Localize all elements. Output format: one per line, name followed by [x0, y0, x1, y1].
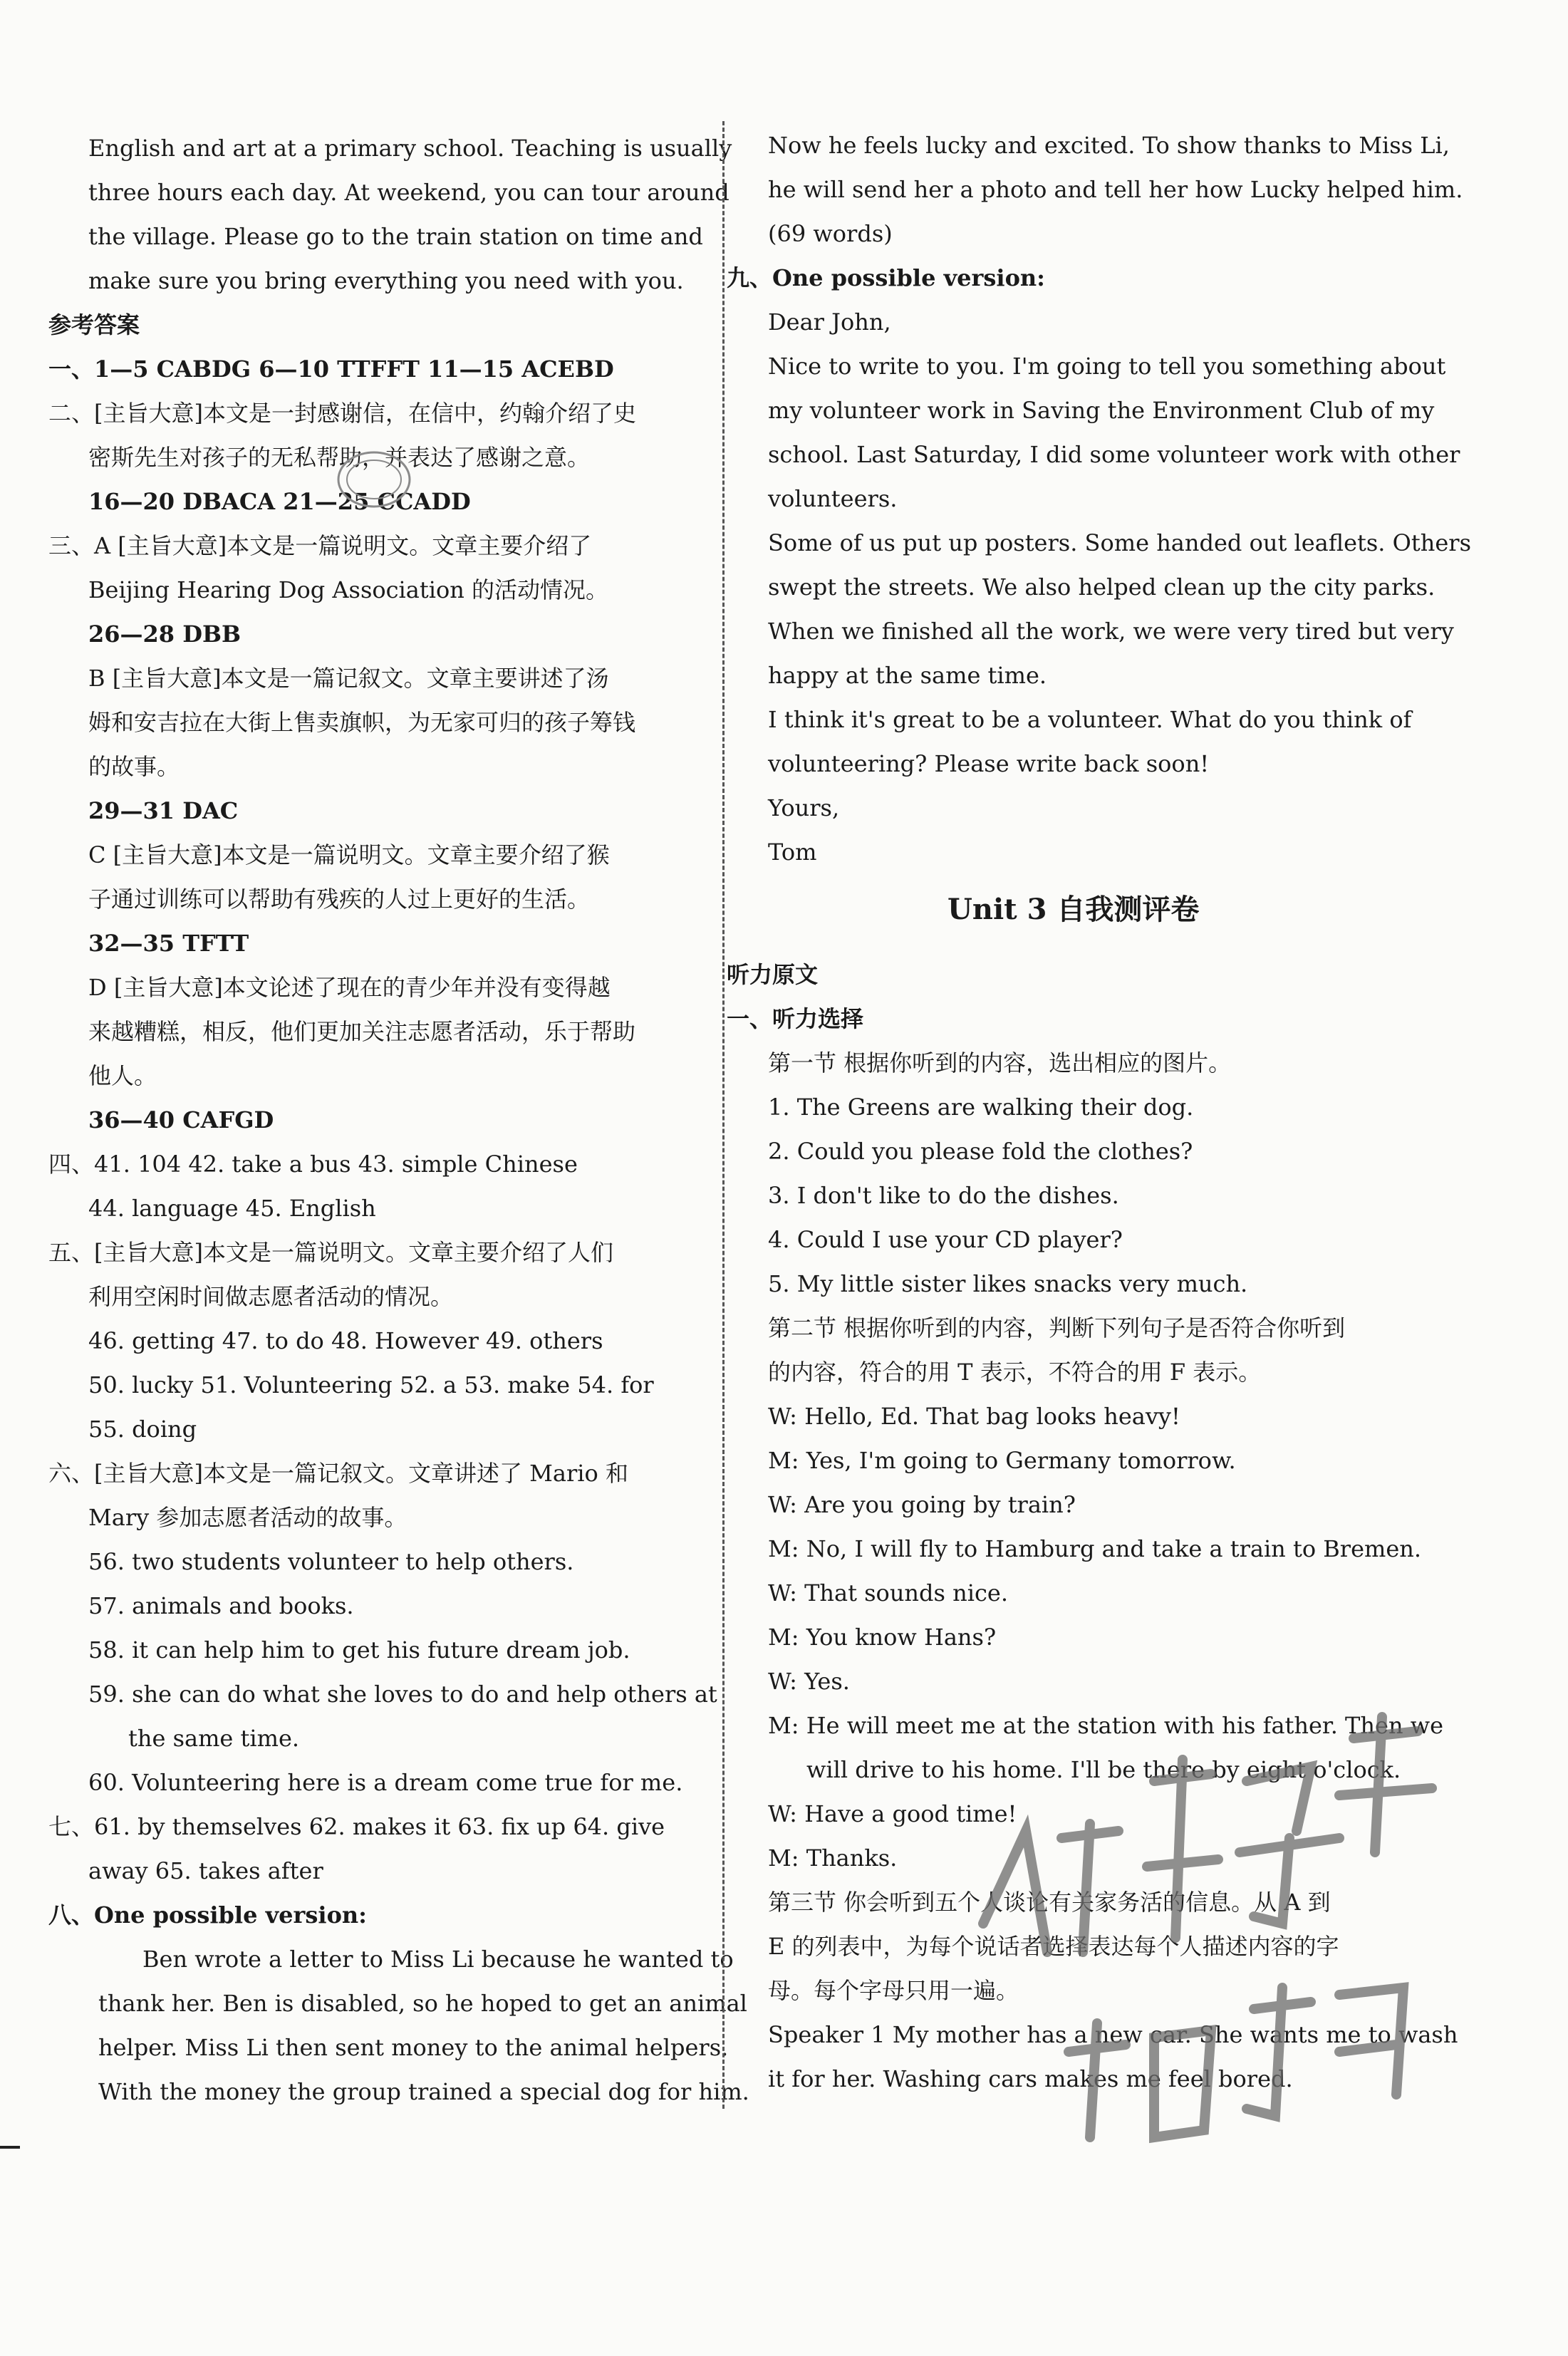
answer-line: 56. two students volunteer to help others.	[88, 1548, 574, 1575]
margin-mark	[0, 2146, 20, 2149]
section-heading: 听力原文	[727, 961, 819, 988]
text-line: 第二节 根据你听到的内容，判断下列句子是否符合你听到	[768, 1314, 1346, 1342]
answer-line: 七、61. by themselves 62. makes it 63. fix up 64. give	[48, 1813, 665, 1840]
text-line: C [主旨大意]本文是一篇说明文。文章主要介绍了猴	[88, 841, 610, 868]
text-line: 4. Could I use your CD player?	[768, 1226, 1123, 1253]
answer-line: 50. lucky 51. Volunteering 52. a 53. make 54. for	[88, 1371, 654, 1398]
text-line: swept the streets. We also helped clean up the city parks.	[768, 574, 1435, 601]
text-line: 利用空闲时间做志愿者活动的情况。	[88, 1283, 454, 1310]
dialogue-line: W: Hello, Ed. That bag looks heavy!	[768, 1403, 1180, 1430]
right-column	[727, 0, 1568, 2356]
text-line: 六、[主旨大意]本文是一篇记叙文。文章讲述了 Mario 和	[48, 1460, 628, 1487]
answer-line: 四、41. 104 42. take a bus 43. simple Chinese	[48, 1151, 578, 1178]
text-line: Some of us put up posters. Some handed out leaflets. Others	[768, 529, 1471, 556]
text-line: B [主旨大意]本文是一篇记叙文。文章主要讲述了汤	[88, 665, 609, 692]
text-line: Dear John,	[768, 308, 891, 336]
text-line: thank her. Ben is disabled, so he hoped to get an animal	[98, 1990, 747, 2017]
answer-line: 46. getting 47. to do 48. However 49. others	[88, 1327, 603, 1354]
answer-line: 36—40 CAFGD	[88, 1106, 274, 1133]
text-line: Now he feels lucky and excited. To show thanks to Miss Li,	[768, 132, 1450, 159]
dialogue-line: will drive to his home. I'll be there by eight o'clock.	[806, 1756, 1401, 1783]
answer-line: away 65. takes after	[88, 1857, 323, 1884]
text-line: D [主旨大意]本文论述了现在的青少年并没有变得越	[88, 974, 611, 1001]
dialogue-line: M: Yes, I'm going to Germany tomorrow.	[768, 1447, 1236, 1474]
text-line: 的内容，符合的用 T 表示，不符合的用 F 表示。	[768, 1359, 1262, 1386]
unit-title: Unit 3 自我测评卷	[947, 893, 1200, 926]
text-line: Speaker 1 My mother has a new car. She wants me to wash	[768, 2021, 1458, 2048]
answer-line: 26—28 DBB	[88, 621, 242, 648]
seal-stamp	[335, 447, 413, 512]
text-line: volunteering? Please write back soon!	[768, 750, 1210, 777]
text-line: 子通过训练可以帮助有残疾的人过上更好的生活。	[88, 886, 591, 913]
dialogue-line: W: Yes.	[768, 1668, 850, 1695]
section-heading: 一、听力选择	[727, 1005, 864, 1032]
answer-line: 44. language 45. English	[88, 1195, 376, 1222]
watermark-label: 优+学案 课时通	[940, 1653, 946, 1654]
text-line: helper. Miss Li then sent money to the animal helpers.	[98, 2034, 729, 2061]
text-line: school. Last Saturday, I did some volunteer work with other	[768, 441, 1460, 468]
text-line: Yours,	[768, 794, 840, 821]
text-line: make sure you bring everything you need with you.	[88, 267, 684, 294]
text-line: Mary 参加志愿者活动的故事。	[88, 1504, 407, 1531]
left-column	[0, 0, 749, 2356]
text-line: With the money the group trained a special dog for him.	[98, 2078, 749, 2105]
text-line: three hours each day. At weekend, you can tour around	[88, 179, 730, 206]
text-line: 母。每个字母只用一遍。	[768, 1977, 1019, 2004]
text-line: 来越糟糕，相反，他们更加关注志愿者活动，乐于帮助	[88, 1018, 636, 1045]
text-line: 姆和安吉拉在大街上售卖旗帜，为无家可归的孩子筹钱	[88, 709, 636, 736]
text-line: 三、A [主旨大意]本文是一篇说明文。文章主要介绍了	[48, 532, 592, 559]
text-line: Tom	[768, 839, 817, 866]
answer-line: 一、1—5 CABDG 6—10 TTFFT 11—15 ACEBD	[48, 356, 614, 383]
dialogue-line: W: Are you going by train?	[768, 1491, 1076, 1518]
text-line: the village. Please go to the train station on time and	[88, 223, 703, 250]
section-heading: 八、One possible version:	[48, 1901, 367, 1929]
text-line: 2. Could you please fold the clothes?	[768, 1138, 1193, 1165]
dialogue-line: W: Have a good time!	[768, 1800, 1017, 1827]
text-line: Nice to write to you. I'm going to tell you something about	[768, 353, 1446, 380]
answer-line: 29—31 DAC	[88, 797, 239, 824]
text-line: happy at the same time.	[768, 662, 1047, 689]
text-line: 1. The Greens are walking their dog.	[768, 1094, 1194, 1121]
column-divider	[722, 121, 725, 2109]
answer-line: 59. she can do what she loves to do and help others at	[88, 1681, 717, 1708]
answer-line: the same time.	[128, 1725, 300, 1752]
text-line: 五、[主旨大意]本文是一篇说明文。文章主要介绍了人们	[48, 1239, 613, 1266]
answer-line: 16—20 DBACA 21—25 CCADD	[88, 488, 471, 515]
dialogue-line: M: You know Hans?	[768, 1624, 997, 1651]
text-line: 3. I don't like to do the dishes.	[768, 1182, 1119, 1209]
answer-line: 57. animals and books.	[88, 1592, 354, 1619]
dialogue-line: M: No, I will fly to Hamburg and take a train to Bremen.	[768, 1535, 1422, 1562]
text-line: 第一节 根据你听到的内容，选出相应的图片。	[768, 1049, 1232, 1076]
answer-line: 32—35 TFTT	[88, 930, 249, 957]
text-line: 密斯先生对孩子的无私帮助，并表达了感谢之意。	[88, 444, 591, 471]
dialogue-line: M: Thanks.	[768, 1844, 898, 1872]
text-line: (69 words)	[768, 220, 893, 247]
text-line: English and art at a primary school. Teaching is usually	[88, 135, 732, 162]
text-line: I think it's great to be a volunteer. What do you think of	[768, 706, 1412, 733]
answer-line: 58. it can help him to get his future dream job.	[88, 1636, 630, 1664]
answer-line: 60. Volunteering here is a dream come true for me.	[88, 1769, 683, 1796]
text-line: volunteers.	[768, 485, 898, 512]
text-line: E 的列表中，为每个说话者选择表达每个人描述内容的字	[768, 1933, 1339, 1960]
text-line: 的故事。	[88, 753, 180, 780]
text-line: Beijing Hearing Dog Association 的活动情况。	[88, 576, 609, 603]
text-line: 他人。	[88, 1062, 157, 1089]
text-line: Ben wrote a letter to Miss Li because he wanted to	[142, 1946, 734, 1973]
text-line: it for her. Washing cars makes me feel bored.	[768, 2065, 1293, 2092]
text-line: 5. My little sister likes snacks very much.	[768, 1270, 1248, 1297]
dialogue-line: M: He will meet me at the station with his father. Then we	[768, 1712, 1444, 1739]
text-line: 二、[主旨大意]本文是一封感谢信，在信中，约翰介绍了史	[48, 400, 636, 427]
section-heading: 参考答案	[48, 311, 140, 338]
section-heading: 九、One possible version:	[727, 264, 1045, 291]
text-line: my volunteer work in Saving the Environment Club of my	[768, 397, 1435, 424]
dialogue-line: W: That sounds nice.	[768, 1579, 1008, 1607]
text-line: he will send her a photo and tell her how Lucky helped him.	[768, 176, 1463, 203]
answer-line: 55. doing	[88, 1416, 197, 1443]
text-line: 第三节 你会听到五个人谈论有关家务活的信息。从 A 到	[768, 1889, 1331, 1916]
text-line: When we finished all the work, we were very tired but very	[768, 618, 1454, 645]
